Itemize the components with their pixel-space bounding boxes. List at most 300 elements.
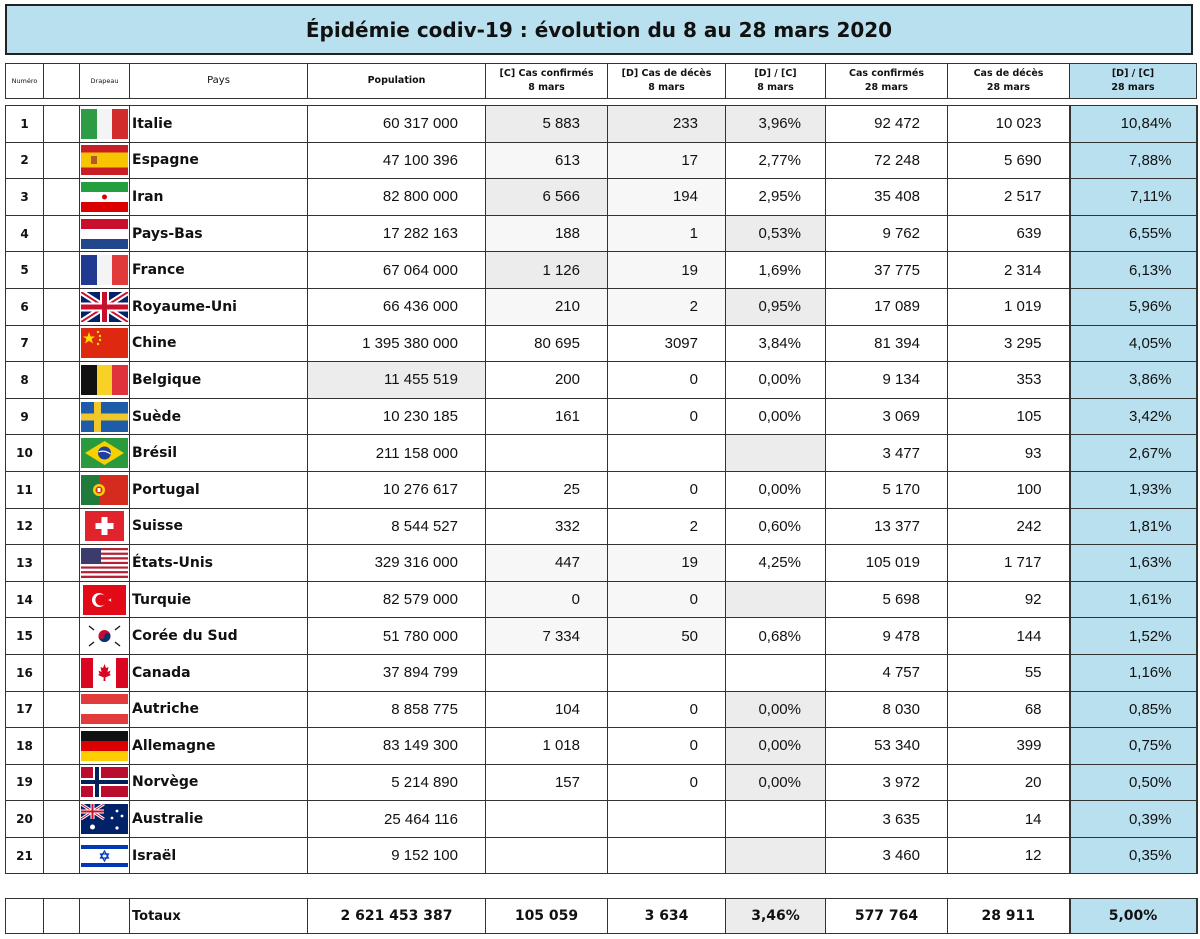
netherlands-flag-icon bbox=[81, 219, 128, 249]
ratio-8-cell: 1,69% bbox=[726, 252, 826, 289]
row-flag bbox=[80, 252, 130, 289]
ratio-28-cell: 6,13% bbox=[1070, 252, 1197, 289]
table-row bbox=[6, 654, 1197, 691]
ratio-8-cell: 3,96% bbox=[726, 106, 826, 143]
deces-28-cell: 353 bbox=[948, 362, 1070, 399]
deces-28-cell: 1 717 bbox=[948, 545, 1070, 582]
ratio-8-cell bbox=[726, 837, 826, 874]
cas-confirmes-28-cell: 3 972 bbox=[826, 764, 948, 801]
cas-confirmes-28-cell: 4 757 bbox=[826, 654, 948, 691]
cas-confirmes-8-cell bbox=[486, 654, 608, 691]
population-cell: 329 316 000 bbox=[308, 545, 486, 582]
row-number: 19 bbox=[6, 764, 44, 801]
row-flag bbox=[80, 691, 130, 728]
switzerland-flag-icon bbox=[81, 511, 128, 541]
population-cell: 5 214 890 bbox=[308, 764, 486, 801]
row-flag bbox=[80, 581, 130, 618]
totals-row bbox=[6, 899, 1197, 934]
row-number: 2 bbox=[6, 142, 44, 179]
row-number: 16 bbox=[6, 654, 44, 691]
totals-deces-8: 3 634 bbox=[608, 899, 726, 934]
france-flag-icon bbox=[81, 255, 128, 285]
table-row bbox=[6, 801, 1197, 838]
ratio-8-cell bbox=[726, 801, 826, 838]
table-row bbox=[6, 471, 1197, 508]
row-flag bbox=[80, 362, 130, 399]
row-flag bbox=[80, 106, 130, 143]
header-blank bbox=[44, 64, 80, 99]
country-name: Turquie bbox=[130, 581, 308, 618]
row-number: 21 bbox=[6, 837, 44, 874]
row-blank bbox=[44, 508, 80, 545]
country-name: Suisse bbox=[130, 508, 308, 545]
deces-28-cell: 5 690 bbox=[948, 142, 1070, 179]
population-cell: 8 544 527 bbox=[308, 508, 486, 545]
header-row bbox=[6, 64, 1197, 99]
totals-label: Totaux bbox=[130, 899, 308, 934]
cas-confirmes-8-cell: 80 695 bbox=[486, 325, 608, 362]
totals-blank bbox=[44, 899, 80, 934]
cas-confirmes-28-cell: 9 134 bbox=[826, 362, 948, 399]
deces-8-cell: 0 bbox=[608, 362, 726, 399]
ratio-8-cell bbox=[726, 435, 826, 472]
row-flag bbox=[80, 801, 130, 838]
italy-flag-icon bbox=[81, 109, 128, 139]
header-deces-8 bbox=[608, 64, 726, 99]
header-line: [D] / [C] bbox=[1111, 68, 1155, 79]
row-blank bbox=[44, 618, 80, 655]
country-name: Brésil bbox=[130, 435, 308, 472]
population-cell: 82 800 000 bbox=[308, 179, 486, 216]
population-cell: 11 455 519 bbox=[308, 362, 486, 399]
cas-confirmes-8-cell: 25 bbox=[486, 471, 608, 508]
population-cell: 17 282 163 bbox=[308, 215, 486, 252]
population-cell: 47 100 396 bbox=[308, 142, 486, 179]
data-table bbox=[5, 63, 1198, 874]
deces-28-cell: 144 bbox=[948, 618, 1070, 655]
ratio-28-cell: 3,86% bbox=[1070, 362, 1197, 399]
row-blank bbox=[44, 362, 80, 399]
population-cell: 9 152 100 bbox=[308, 837, 486, 874]
country-name: Belgique bbox=[130, 362, 308, 399]
israel-flag-icon bbox=[81, 841, 128, 871]
table-row bbox=[6, 142, 1197, 179]
totals-cas-8: 105 059 bbox=[486, 899, 608, 934]
table-body bbox=[6, 106, 1197, 874]
row-blank bbox=[44, 728, 80, 765]
ratio-8-cell: 0,00% bbox=[726, 471, 826, 508]
deces-8-cell: 2 bbox=[608, 508, 726, 545]
row-blank bbox=[44, 837, 80, 874]
header-drapeau: Drapeau bbox=[80, 64, 130, 99]
ratio-28-cell: 1,81% bbox=[1070, 508, 1197, 545]
cas-confirmes-28-cell: 13 377 bbox=[826, 508, 948, 545]
ratio-28-cell: 0,35% bbox=[1070, 837, 1197, 874]
sweden-flag-icon bbox=[81, 402, 128, 432]
cas-confirmes-28-cell: 35 408 bbox=[826, 179, 948, 216]
norway-flag-icon bbox=[81, 767, 128, 797]
ratio-28-cell: 7,11% bbox=[1070, 179, 1197, 216]
canada-flag-icon bbox=[81, 658, 128, 688]
header-cas-confirmes-8 bbox=[486, 64, 608, 99]
uk-flag-icon bbox=[81, 292, 128, 322]
population-cell: 10 230 185 bbox=[308, 398, 486, 435]
ratio-28-cell: 0,50% bbox=[1070, 764, 1197, 801]
totals-deces-28: 28 911 bbox=[948, 899, 1070, 934]
population-cell: 83 149 300 bbox=[308, 728, 486, 765]
cas-confirmes-8-cell: 1 018 bbox=[486, 728, 608, 765]
row-flag bbox=[80, 618, 130, 655]
header-line: 8 mars bbox=[528, 82, 565, 93]
row-number: 13 bbox=[6, 545, 44, 582]
ratio-28-cell: 1,52% bbox=[1070, 618, 1197, 655]
deces-28-cell: 55 bbox=[948, 654, 1070, 691]
country-name: Canada bbox=[130, 654, 308, 691]
cas-confirmes-28-cell: 3 460 bbox=[826, 837, 948, 874]
deces-28-cell: 100 bbox=[948, 471, 1070, 508]
ratio-28-cell: 0,39% bbox=[1070, 801, 1197, 838]
deces-8-cell: 0 bbox=[608, 471, 726, 508]
cas-confirmes-8-cell: 161 bbox=[486, 398, 608, 435]
country-name: Australie bbox=[130, 801, 308, 838]
row-number: 4 bbox=[6, 215, 44, 252]
header-numero: Numéro bbox=[6, 64, 44, 99]
row-flag bbox=[80, 435, 130, 472]
ratio-8-cell: 0,68% bbox=[726, 618, 826, 655]
population-cell: 1 395 380 000 bbox=[308, 325, 486, 362]
cas-confirmes-8-cell: 200 bbox=[486, 362, 608, 399]
ratio-8-cell: 0,53% bbox=[726, 215, 826, 252]
row-blank bbox=[44, 545, 80, 582]
row-blank bbox=[44, 471, 80, 508]
country-name: Pays-Bas bbox=[130, 215, 308, 252]
row-number: 6 bbox=[6, 288, 44, 325]
ratio-8-cell: 3,84% bbox=[726, 325, 826, 362]
cas-confirmes-28-cell: 3 069 bbox=[826, 398, 948, 435]
ratio-8-cell bbox=[726, 581, 826, 618]
row-flag bbox=[80, 764, 130, 801]
ratio-8-cell: 2,95% bbox=[726, 179, 826, 216]
header-line: 8 mars bbox=[648, 82, 685, 93]
deces-28-cell: 3 295 bbox=[948, 325, 1070, 362]
population-cell: 211 158 000 bbox=[308, 435, 486, 472]
totals-population: 2 621 453 387 bbox=[308, 899, 486, 934]
deces-28-cell: 20 bbox=[948, 764, 1070, 801]
table-row bbox=[6, 837, 1197, 874]
table-row bbox=[6, 398, 1197, 435]
ratio-8-cell: 0,00% bbox=[726, 764, 826, 801]
portugal-flag-icon bbox=[81, 475, 128, 505]
cas-confirmes-8-cell bbox=[486, 801, 608, 838]
deces-8-cell: 50 bbox=[608, 618, 726, 655]
totals-ratio-8: 3,46% bbox=[726, 899, 826, 934]
header-deces-28 bbox=[948, 64, 1070, 99]
cas-confirmes-28-cell: 3 477 bbox=[826, 435, 948, 472]
ratio-8-cell: 0,00% bbox=[726, 691, 826, 728]
table-row bbox=[6, 764, 1197, 801]
row-number: 18 bbox=[6, 728, 44, 765]
deces-28-cell: 93 bbox=[948, 435, 1070, 472]
row-blank bbox=[44, 435, 80, 472]
table-row bbox=[6, 362, 1197, 399]
header-pays: Pays bbox=[130, 64, 308, 99]
row-blank bbox=[44, 252, 80, 289]
row-flag bbox=[80, 325, 130, 362]
ratio-28-cell: 1,16% bbox=[1070, 654, 1197, 691]
row-flag bbox=[80, 398, 130, 435]
deces-8-cell: 1 bbox=[608, 215, 726, 252]
cas-confirmes-28-cell: 3 635 bbox=[826, 801, 948, 838]
ratio-28-cell: 10,84% bbox=[1070, 106, 1197, 143]
table-row bbox=[6, 288, 1197, 325]
population-cell: 66 436 000 bbox=[308, 288, 486, 325]
country-name: Corée du Sud bbox=[130, 618, 308, 655]
row-number: 10 bbox=[6, 435, 44, 472]
ratio-8-cell: 0,00% bbox=[726, 728, 826, 765]
totals-ratio-28: 5,00% bbox=[1070, 899, 1197, 934]
row-number: 9 bbox=[6, 398, 44, 435]
row-number: 3 bbox=[6, 179, 44, 216]
country-name: Autriche bbox=[130, 691, 308, 728]
row-number: 8 bbox=[6, 362, 44, 399]
header-line: 8 mars bbox=[757, 82, 794, 93]
deces-8-cell bbox=[608, 801, 726, 838]
ratio-8-cell bbox=[726, 654, 826, 691]
deces-28-cell: 399 bbox=[948, 728, 1070, 765]
row-flag bbox=[80, 142, 130, 179]
australia-flag-icon bbox=[81, 804, 128, 834]
header-line: [D] Cas de décès bbox=[621, 68, 712, 79]
deces-28-cell: 92 bbox=[948, 581, 1070, 618]
ratio-28-cell: 1,61% bbox=[1070, 581, 1197, 618]
table-row bbox=[6, 215, 1197, 252]
ratio-28-cell: 2,67% bbox=[1070, 435, 1197, 472]
table-row bbox=[6, 728, 1197, 765]
austria-flag-icon bbox=[81, 694, 128, 724]
table-row bbox=[6, 325, 1197, 362]
country-name: Italie bbox=[130, 106, 308, 143]
population-cell: 25 464 116 bbox=[308, 801, 486, 838]
cas-confirmes-28-cell: 72 248 bbox=[826, 142, 948, 179]
cas-confirmes-28-cell: 37 775 bbox=[826, 252, 948, 289]
ratio-8-cell: 0,60% bbox=[726, 508, 826, 545]
country-name: Royaume-Uni bbox=[130, 288, 308, 325]
table-row bbox=[6, 618, 1197, 655]
row-blank bbox=[44, 179, 80, 216]
belgium-flag-icon bbox=[81, 365, 128, 395]
deces-8-cell: 0 bbox=[608, 398, 726, 435]
deces-8-cell: 0 bbox=[608, 764, 726, 801]
deces-28-cell: 242 bbox=[948, 508, 1070, 545]
deces-8-cell bbox=[608, 654, 726, 691]
row-number: 5 bbox=[6, 252, 44, 289]
table-row bbox=[6, 179, 1197, 216]
row-number: 17 bbox=[6, 691, 44, 728]
deces-8-cell bbox=[608, 435, 726, 472]
spain-flag-icon bbox=[81, 145, 128, 175]
turkey-flag-icon bbox=[81, 585, 128, 615]
page-title: Épidémie codiv-19 : évolution du 8 au 28 mars 2020 bbox=[5, 4, 1193, 55]
row-number: 20 bbox=[6, 801, 44, 838]
ratio-28-cell: 3,42% bbox=[1070, 398, 1197, 435]
population-cell: 10 276 617 bbox=[308, 471, 486, 508]
header-line: Cas de décès bbox=[973, 68, 1044, 79]
cas-confirmes-28-cell: 105 019 bbox=[826, 545, 948, 582]
totals-cas-28: 577 764 bbox=[826, 899, 948, 934]
row-number: 15 bbox=[6, 618, 44, 655]
row-blank bbox=[44, 106, 80, 143]
header-line: [D] / [C] bbox=[754, 68, 797, 79]
deces-8-cell: 19 bbox=[608, 252, 726, 289]
deces-28-cell: 2 314 bbox=[948, 252, 1070, 289]
deces-28-cell: 105 bbox=[948, 398, 1070, 435]
deces-28-cell: 10 023 bbox=[948, 106, 1070, 143]
deces-8-cell: 17 bbox=[608, 142, 726, 179]
cas-confirmes-8-cell: 5 883 bbox=[486, 106, 608, 143]
row-blank bbox=[44, 654, 80, 691]
deces-8-cell: 194 bbox=[608, 179, 726, 216]
row-flag bbox=[80, 728, 130, 765]
header-line: Cas confirmés bbox=[849, 68, 924, 79]
table-row bbox=[6, 508, 1197, 545]
row-flag bbox=[80, 471, 130, 508]
header-line: [C] Cas confirmés bbox=[499, 68, 594, 79]
header-line: 28 mars bbox=[1111, 82, 1155, 93]
table-row bbox=[6, 581, 1197, 618]
header-ratio-8 bbox=[726, 64, 826, 99]
cas-confirmes-28-cell: 53 340 bbox=[826, 728, 948, 765]
ratio-8-cell: 4,25% bbox=[726, 545, 826, 582]
table-row bbox=[6, 252, 1197, 289]
row-number: 14 bbox=[6, 581, 44, 618]
row-flag bbox=[80, 837, 130, 874]
deces-28-cell: 68 bbox=[948, 691, 1070, 728]
row-blank bbox=[44, 801, 80, 838]
cas-confirmes-28-cell: 5 170 bbox=[826, 471, 948, 508]
row-number: 7 bbox=[6, 325, 44, 362]
deces-8-cell: 0 bbox=[608, 728, 726, 765]
row-flag bbox=[80, 288, 130, 325]
row-blank bbox=[44, 691, 80, 728]
cas-confirmes-28-cell: 8 030 bbox=[826, 691, 948, 728]
ratio-28-cell: 5,96% bbox=[1070, 288, 1197, 325]
deces-8-cell: 19 bbox=[608, 545, 726, 582]
row-flag bbox=[80, 215, 130, 252]
china-flag-icon bbox=[81, 328, 128, 358]
population-cell: 60 317 000 bbox=[308, 106, 486, 143]
row-number: 12 bbox=[6, 508, 44, 545]
row-blank bbox=[44, 764, 80, 801]
row-number: 11 bbox=[6, 471, 44, 508]
country-name: Norvège bbox=[130, 764, 308, 801]
spacer-row bbox=[6, 99, 1197, 106]
ratio-8-cell: 0,00% bbox=[726, 362, 826, 399]
cas-confirmes-28-cell: 5 698 bbox=[826, 581, 948, 618]
cas-confirmes-28-cell: 81 394 bbox=[826, 325, 948, 362]
row-flag bbox=[80, 179, 130, 216]
row-blank bbox=[44, 398, 80, 435]
cas-confirmes-28-cell: 17 089 bbox=[826, 288, 948, 325]
row-flag bbox=[80, 508, 130, 545]
country-name: Iran bbox=[130, 179, 308, 216]
usa-flag-icon bbox=[81, 548, 128, 578]
cas-confirmes-8-cell: 0 bbox=[486, 581, 608, 618]
cas-confirmes-8-cell: 332 bbox=[486, 508, 608, 545]
deces-8-cell: 2 bbox=[608, 288, 726, 325]
ratio-28-cell: 7,88% bbox=[1070, 142, 1197, 179]
south-korea-flag-icon bbox=[81, 621, 128, 651]
ratio-8-cell: 0,00% bbox=[726, 398, 826, 435]
header-line: 28 mars bbox=[986, 82, 1031, 93]
cas-confirmes-28-cell: 9 478 bbox=[826, 618, 948, 655]
table-row bbox=[6, 435, 1197, 472]
cas-confirmes-8-cell: 104 bbox=[486, 691, 608, 728]
deces-8-cell: 3097 bbox=[608, 325, 726, 362]
row-blank bbox=[44, 288, 80, 325]
cas-confirmes-8-cell: 613 bbox=[486, 142, 608, 179]
cas-confirmes-8-cell: 7 334 bbox=[486, 618, 608, 655]
totals-table bbox=[5, 898, 1198, 934]
cas-confirmes-8-cell: 447 bbox=[486, 545, 608, 582]
totals-blank bbox=[6, 899, 44, 934]
cas-confirmes-8-cell: 1 126 bbox=[486, 252, 608, 289]
row-flag bbox=[80, 654, 130, 691]
spacer-cell bbox=[6, 99, 1197, 106]
row-number: 1 bbox=[6, 106, 44, 143]
country-name: Chine bbox=[130, 325, 308, 362]
table-row bbox=[6, 691, 1197, 728]
deces-8-cell bbox=[608, 837, 726, 874]
deces-28-cell: 14 bbox=[948, 801, 1070, 838]
cas-confirmes-8-cell bbox=[486, 435, 608, 472]
row-blank bbox=[44, 325, 80, 362]
cas-confirmes-8-cell: 6 566 bbox=[486, 179, 608, 216]
ratio-28-cell: 1,63% bbox=[1070, 545, 1197, 582]
country-name: Portugal bbox=[130, 471, 308, 508]
table-row bbox=[6, 106, 1197, 143]
population-cell: 51 780 000 bbox=[308, 618, 486, 655]
deces-28-cell: 1 019 bbox=[948, 288, 1070, 325]
deces-8-cell: 0 bbox=[608, 691, 726, 728]
header-cas-confirmes-28 bbox=[826, 64, 948, 99]
ratio-8-cell: 2,77% bbox=[726, 142, 826, 179]
deces-28-cell: 639 bbox=[948, 215, 1070, 252]
ratio-28-cell: 0,85% bbox=[1070, 691, 1197, 728]
cas-confirmes-8-cell: 210 bbox=[486, 288, 608, 325]
country-name: France bbox=[130, 252, 308, 289]
population-cell: 8 858 775 bbox=[308, 691, 486, 728]
germany-flag-icon bbox=[81, 731, 128, 761]
brazil-flag-icon bbox=[81, 438, 128, 468]
deces-8-cell: 0 bbox=[608, 581, 726, 618]
header-ratio-28 bbox=[1070, 64, 1197, 99]
country-name: Espagne bbox=[130, 142, 308, 179]
cas-confirmes-8-cell: 188 bbox=[486, 215, 608, 252]
ratio-28-cell: 4,05% bbox=[1070, 325, 1197, 362]
totals-blank bbox=[80, 899, 130, 934]
country-name: Israël bbox=[130, 837, 308, 874]
country-name: États-Unis bbox=[130, 545, 308, 582]
population-cell: 37 894 799 bbox=[308, 654, 486, 691]
ratio-28-cell: 0,75% bbox=[1070, 728, 1197, 765]
table-row bbox=[6, 545, 1197, 582]
ratio-28-cell: 1,93% bbox=[1070, 471, 1197, 508]
ratio-8-cell: 0,95% bbox=[726, 288, 826, 325]
deces-28-cell: 12 bbox=[948, 837, 1070, 874]
row-flag bbox=[80, 545, 130, 582]
population-cell: 82 579 000 bbox=[308, 581, 486, 618]
cas-confirmes-28-cell: 92 472 bbox=[826, 106, 948, 143]
